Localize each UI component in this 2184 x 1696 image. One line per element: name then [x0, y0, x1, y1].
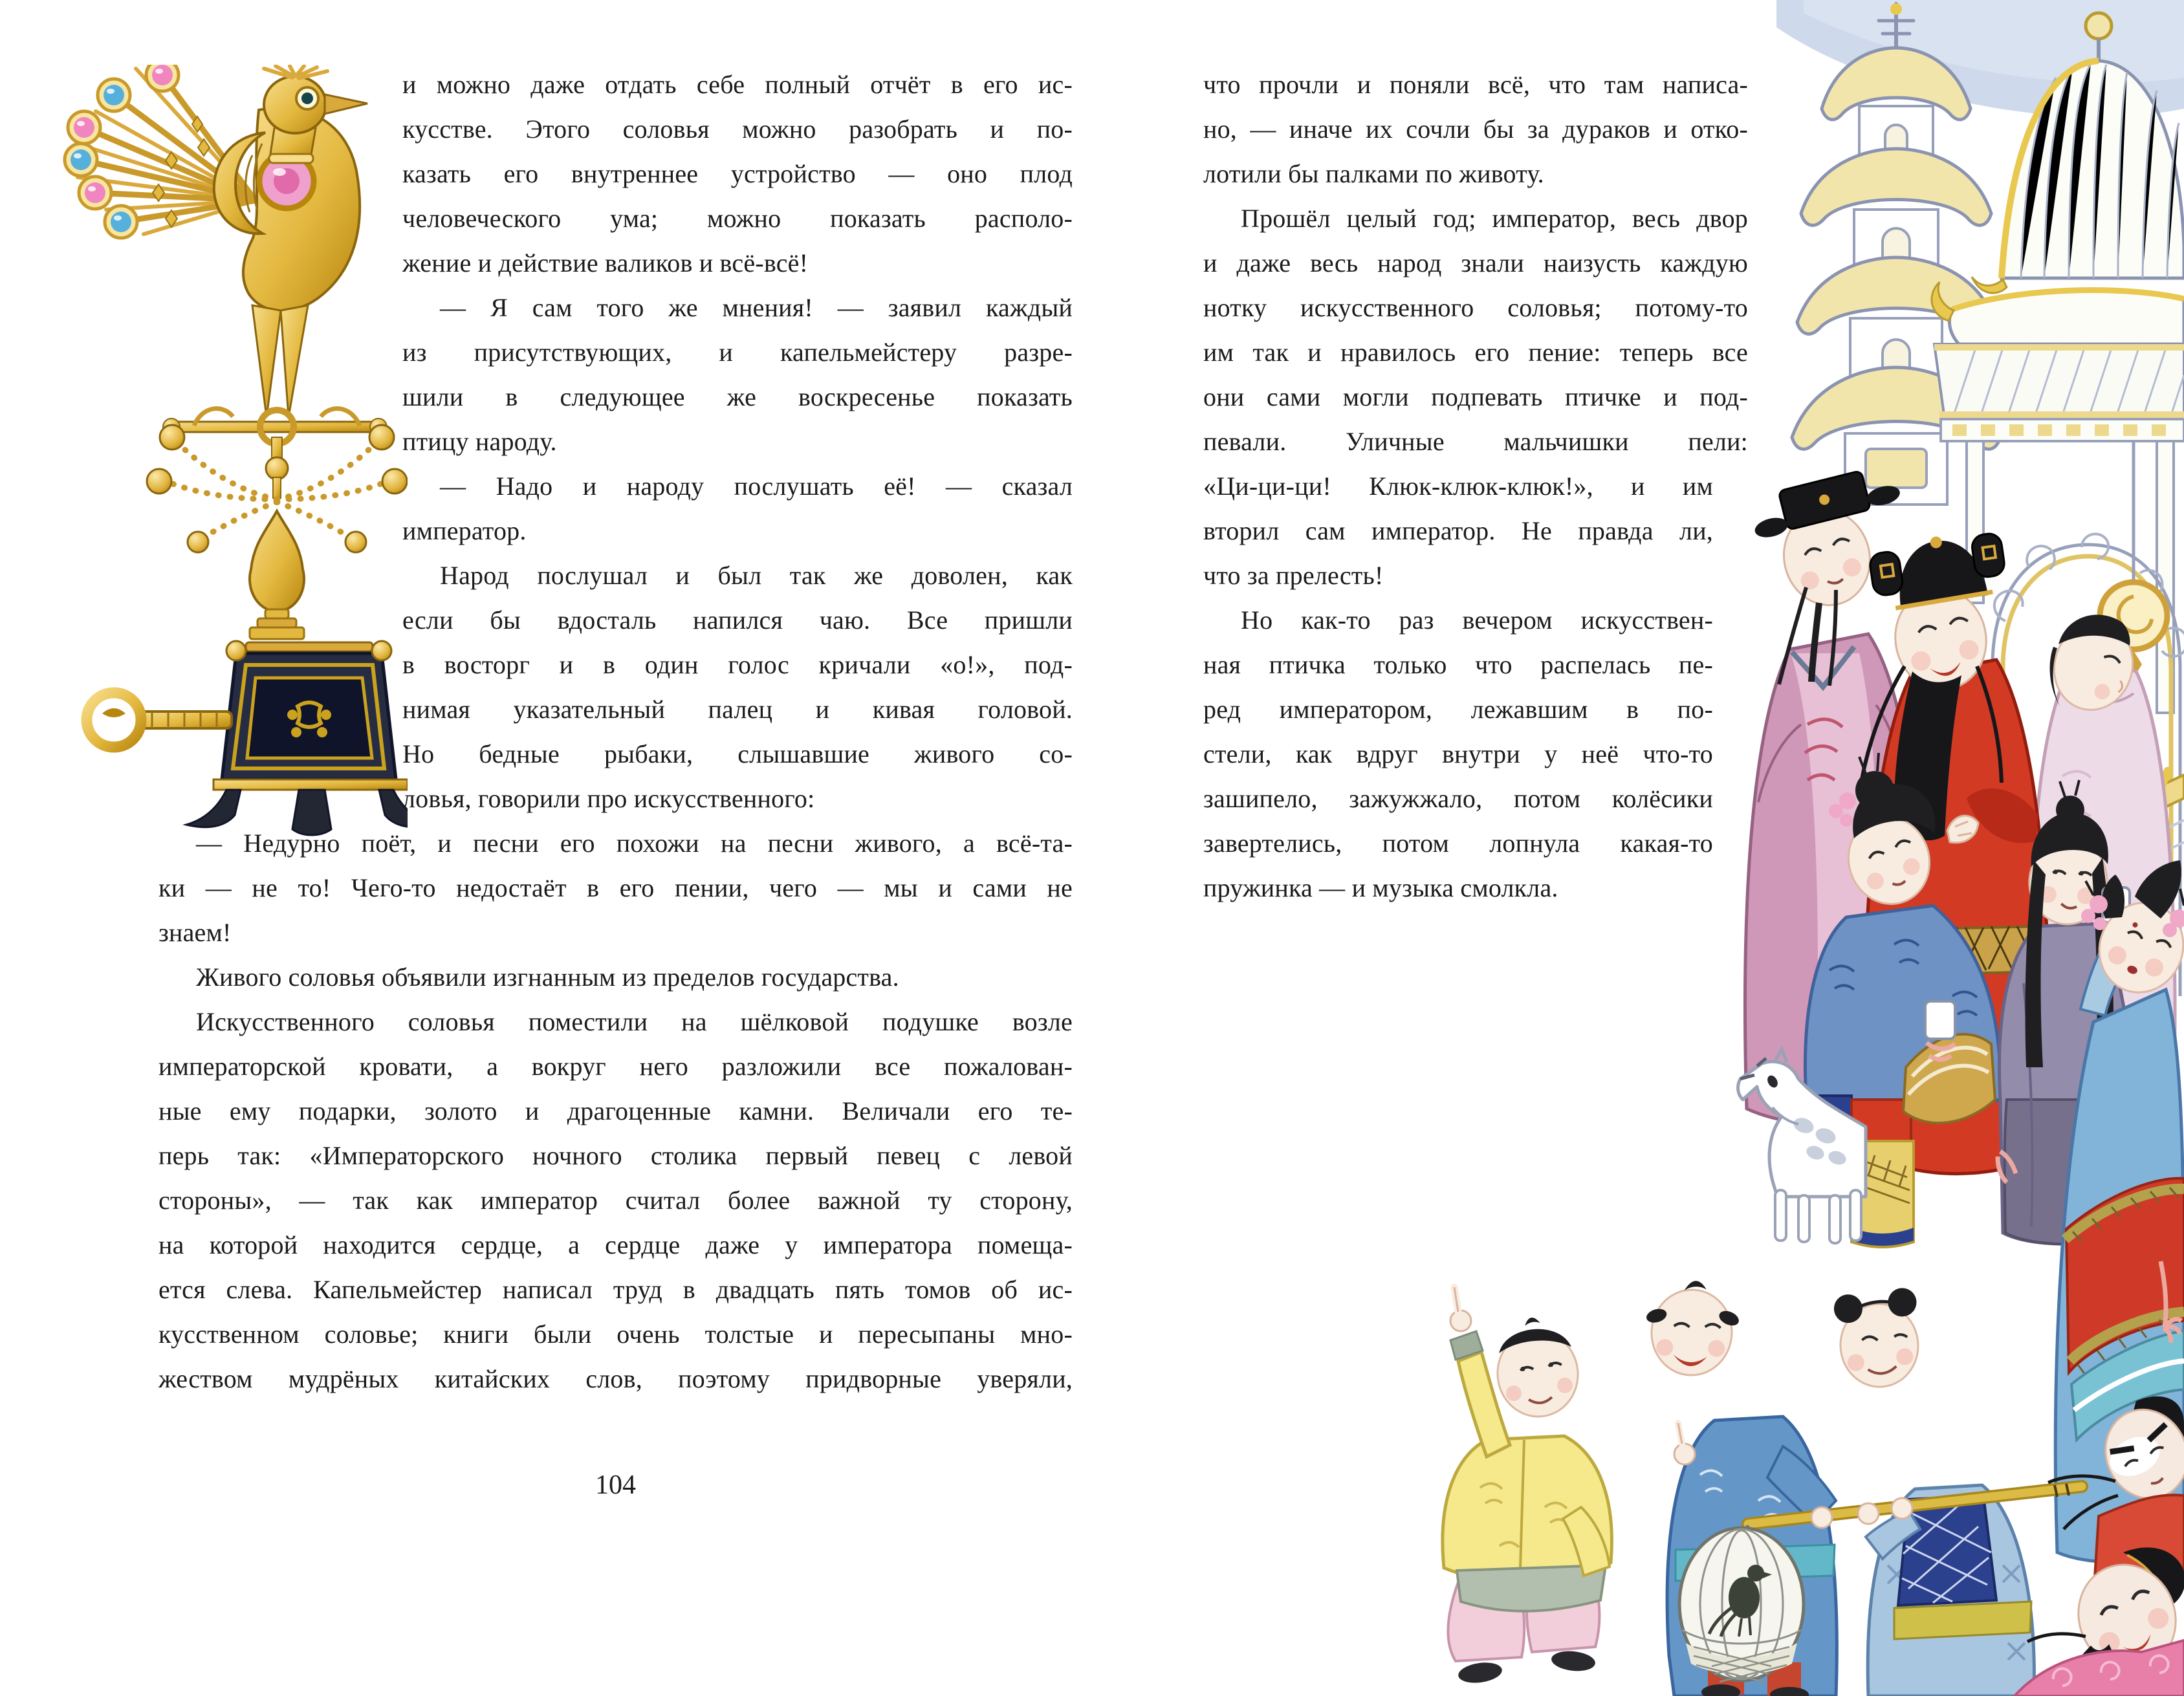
- text-line: «Ци-ци-ци! Клюк-клюк-клюк!», и им: [1203, 472, 1713, 501]
- text-line: — Я сам того же мнения! — заявил каждый: [440, 293, 1073, 322]
- text-line: ки — не то! Чего-то недостаёт в его пении, чего — мы и сами не: [158, 873, 1073, 902]
- text-line: Но как-то раз вечером искусствен-: [1241, 605, 1713, 635]
- text-line: пружинка — и музыка смолкла.: [1203, 873, 1558, 902]
- bird-crest: [264, 66, 327, 78]
- text-line: зашипело, зажужжало, потом колёсики: [1203, 784, 1713, 813]
- text-line: ред императором, лежавшим в по-: [1203, 695, 1713, 724]
- music-box: [87, 641, 408, 835]
- text-line: певали. Уличные мальчишки пели:: [1203, 427, 1748, 456]
- text-line: император.: [402, 516, 527, 545]
- text-line: Искусственного соловья поместили на шёлковой подушке возле: [196, 1007, 1073, 1036]
- text-line: но, — иначе их сочли бы за дураков и отко-: [1203, 114, 1748, 144]
- text-line: Живого соловья объявили изгнанным из пределов государства.: [196, 962, 899, 992]
- text-line: Но бедные рыбаки, слышавшие живого со-: [402, 739, 1073, 768]
- text-line: шили в следующее же воскресенье показать: [402, 382, 1073, 411]
- text-line: нотку искусственного соловья; потому-то: [1203, 293, 1748, 322]
- text-line: кусстве. Этого соловья можно разобрать и по-: [402, 114, 1073, 144]
- text-line: ные ему подарки, золото и драгоценные камни. Величали его те-: [158, 1096, 1073, 1125]
- stand: [147, 409, 407, 639]
- nightingale-illustration: [39, 65, 408, 880]
- text-line: перь так: «Императорского ночного столика первый певец с левой: [158, 1141, 1073, 1170]
- text-line: Народ послушал и был так же доволен, как: [440, 561, 1073, 590]
- right-page: [1092, 0, 2184, 1696]
- text-line: знаем!: [158, 918, 232, 947]
- text-line: жеством мудрёных китайских слов, поэтому придворные уверяли,: [158, 1364, 1073, 1393]
- text-line: ная птичка только что распелась пе-: [1203, 650, 1713, 679]
- text-line: и можно даже отдать себе полный отчёт в его ис-: [402, 70, 1073, 99]
- text-line: птицу народу.: [402, 427, 557, 456]
- text-line: казать его внутреннее устройство — оно плод: [402, 159, 1073, 188]
- text-line: что прочли и поняли всё, что там написа-: [1203, 70, 1748, 99]
- text-line: вторил сам император. Не правда ли,: [1203, 516, 1713, 545]
- right-text: [1203, 62, 1748, 910]
- text-line: ловья, говорили про искусственного:: [402, 784, 815, 813]
- text-line: кусственном соловье; книги были очень толстые и пересыпаны мно-: [158, 1320, 1073, 1349]
- text-line: — Недурно поёт, и песни его похожи на песни живого, а всё-та-: [196, 829, 1073, 858]
- page-number: 104: [595, 1470, 636, 1500]
- text-line: на которой находится сердце, а сердце даже у императора помеща-: [158, 1230, 1073, 1259]
- tea-cup: [1925, 1001, 1955, 1039]
- text-line: из присутствующих, и капельмейстеру разре-: [402, 338, 1073, 367]
- text-line: лотили бы палками по животу.: [1203, 159, 1544, 188]
- text-line: если бы вдосталь напился чаю. Все пришли: [402, 605, 1073, 635]
- text-line: стели, как вдруг внутри у неё что-то: [1203, 739, 1713, 768]
- text-line: ется слева. Капельмейстер написал труд в двадцать пять томов об ис-: [158, 1275, 1073, 1304]
- bird-body: [214, 66, 367, 417]
- text-line: — Надо и народу послушать её! — сказал: [440, 472, 1073, 501]
- official-red-hat: [1868, 528, 2009, 611]
- text-line: в восторг и в один голос кричали «о!», под-: [402, 650, 1073, 679]
- tail-gems: [65, 65, 179, 238]
- text-line: Прошёл целый год; император, весь двор: [1241, 204, 1748, 233]
- left-text-full: [158, 821, 1073, 1401]
- text-line: и даже весь народ знали наизусть каждую: [1203, 248, 1748, 277]
- bird-beak: [325, 94, 367, 114]
- text-line: им так и нравилось его пение: теперь все: [1203, 338, 1748, 367]
- text-line: что за прелесть!: [1203, 561, 1384, 590]
- winding-key: [87, 693, 232, 747]
- text-line: императорской кровати, а вокруг него разложили все пожалован-: [158, 1052, 1073, 1081]
- boy-yellow: [1443, 1287, 1612, 1686]
- bird-cage-lantern: [1679, 1525, 1804, 1682]
- text-line: человеческого ума; можно показать располо-: [402, 204, 1073, 233]
- text-line: они сами могли подпевать птичке и под-: [1203, 382, 1748, 411]
- text-line: завертелись, потом лопнула какая-то: [1203, 829, 1713, 858]
- text-line: стороны», — так как император считал более важной ту сторону,: [158, 1186, 1073, 1215]
- text-line: жение и действие валиков и всё-всё!: [402, 248, 809, 277]
- left-text-wrapped: [402, 62, 1073, 821]
- text-line: нимая указательный палец и кивая головой.: [402, 695, 1073, 724]
